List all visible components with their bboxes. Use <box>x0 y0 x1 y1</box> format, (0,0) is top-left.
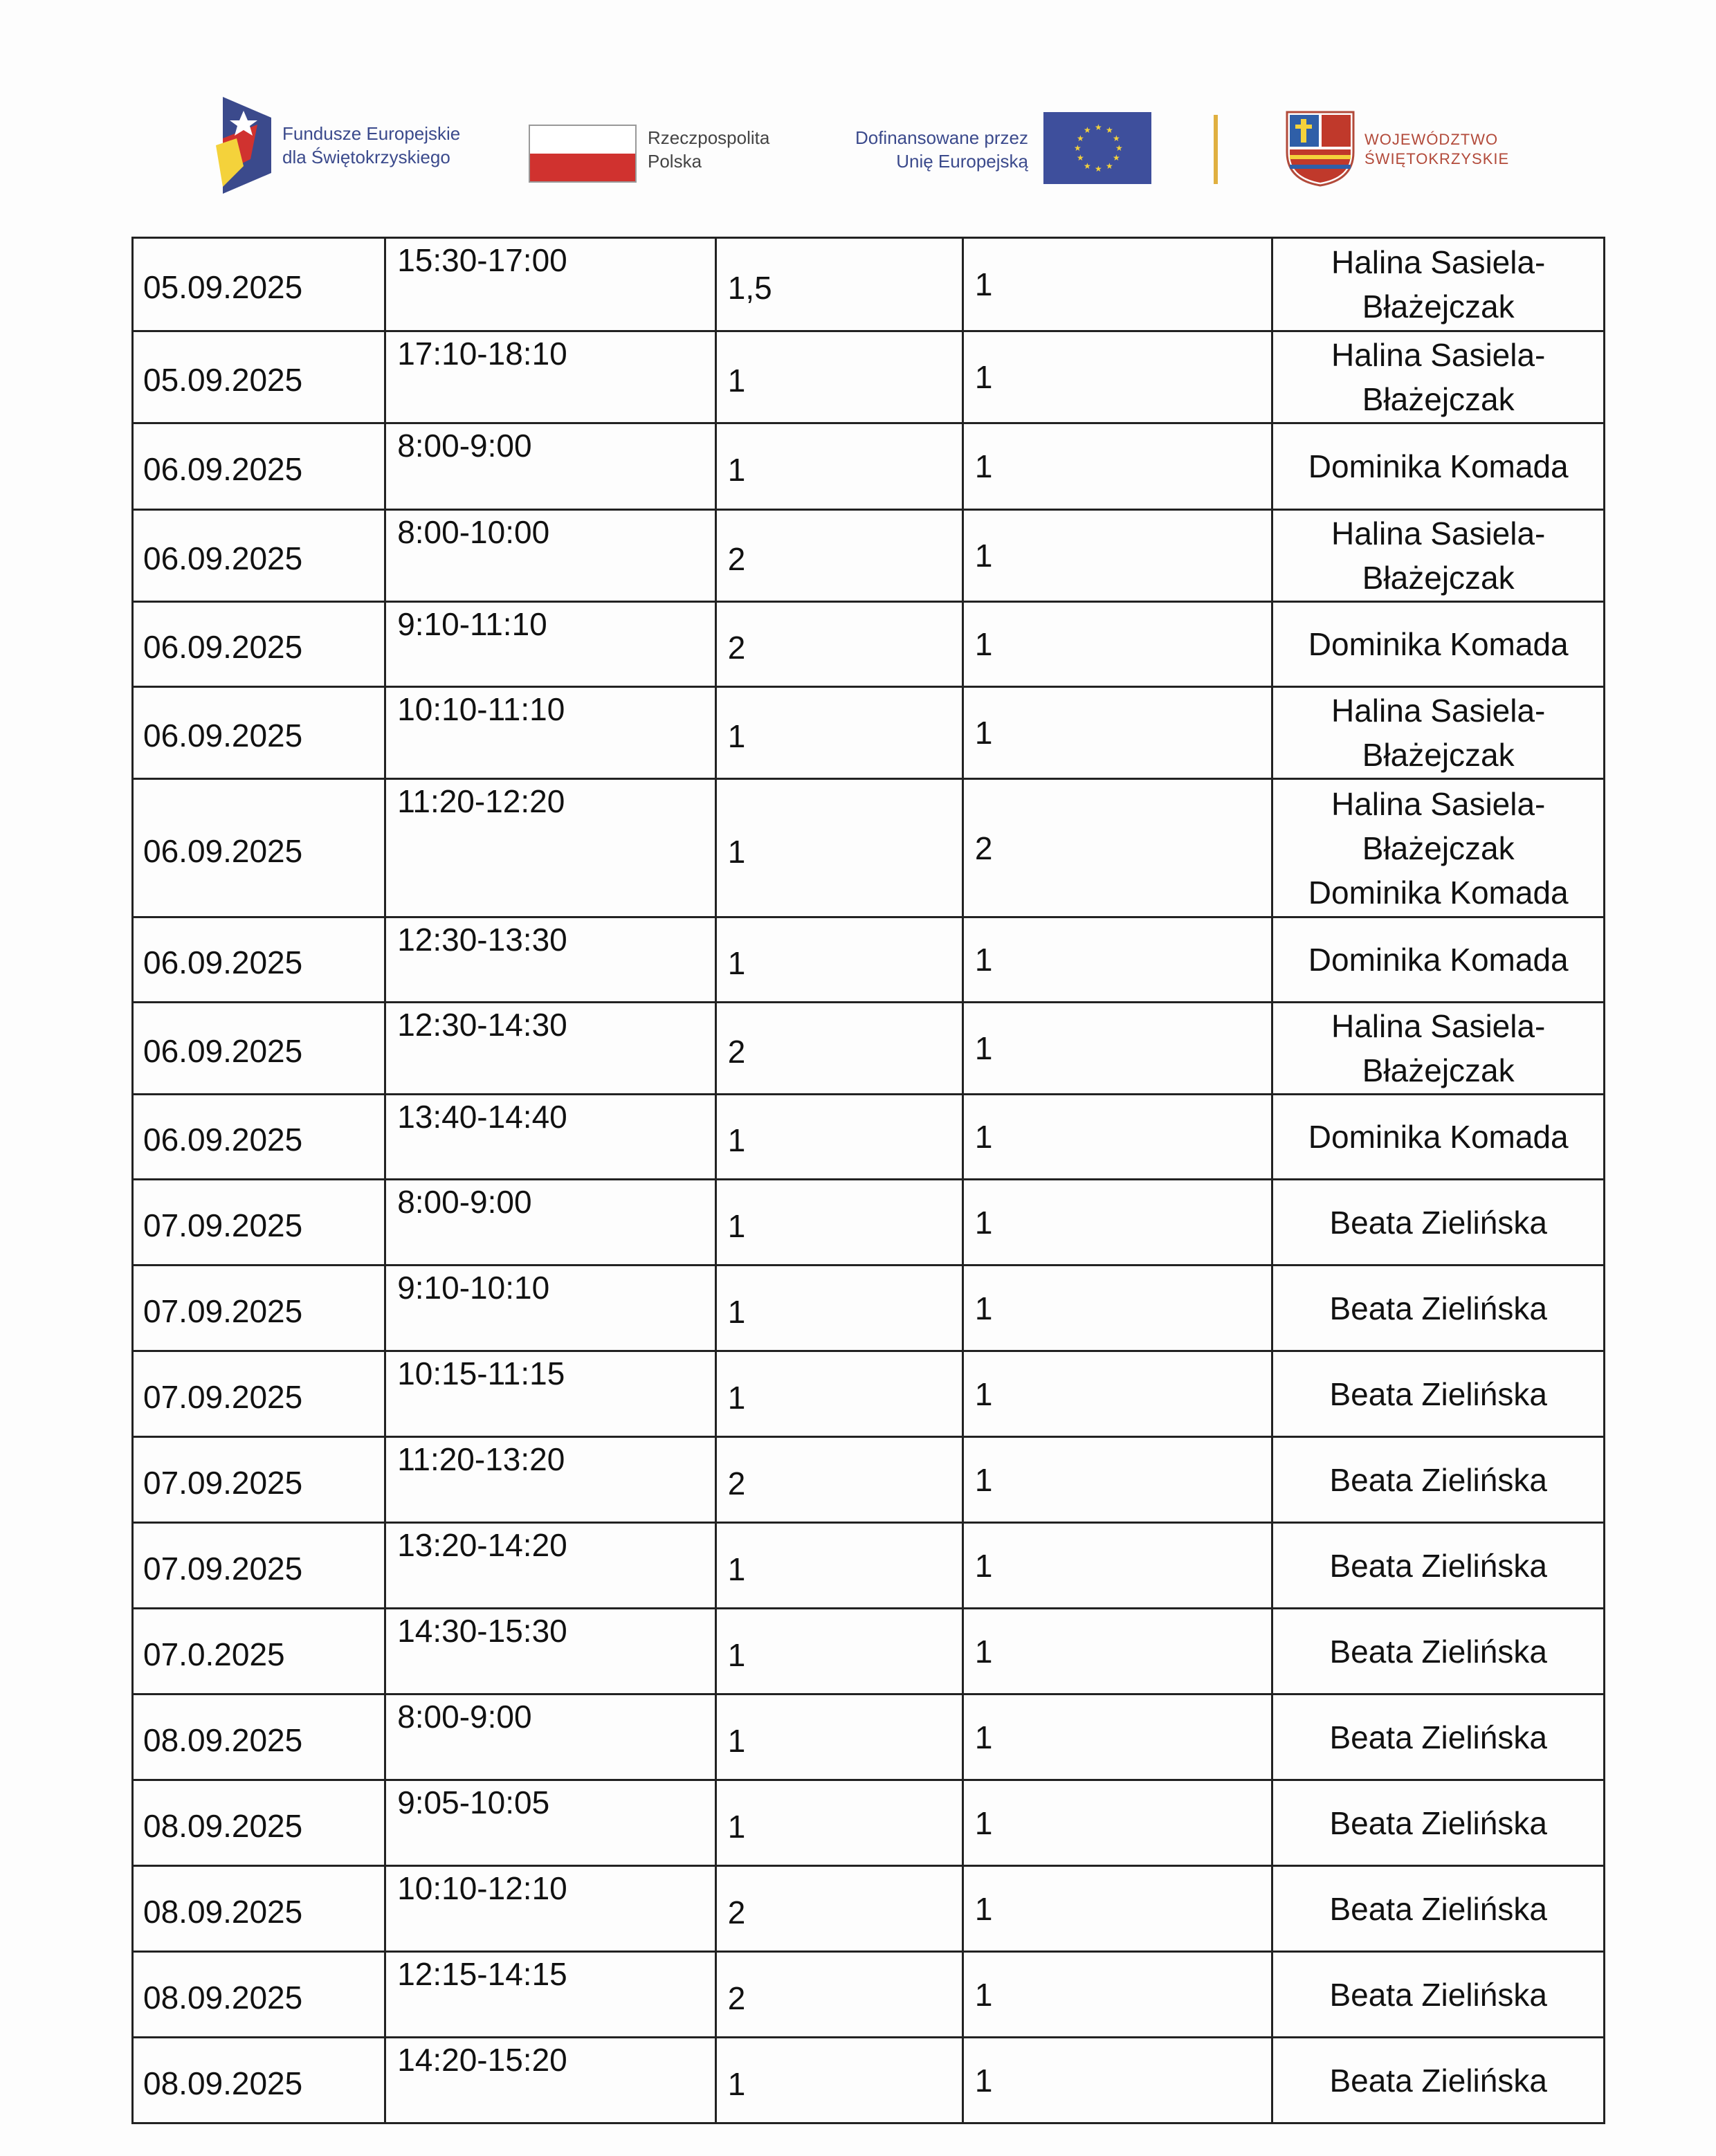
table-row <box>133 917 1605 1003</box>
date-cell <box>133 602 385 687</box>
count-text: 1 <box>974 1890 993 1927</box>
svg-text:★: ★ <box>1095 122 1102 132</box>
date-cell <box>133 1095 385 1180</box>
table-row <box>133 1609 1605 1694</box>
count-text: 1 <box>974 359 993 395</box>
coat-of-arms-icon <box>1286 111 1355 187</box>
hours-cell <box>715 1866 962 1952</box>
hours-cell <box>715 238 962 331</box>
count-text: 1 <box>974 538 993 574</box>
count-cell <box>962 238 1272 331</box>
instructor-name: Dominika Komada <box>1308 448 1569 484</box>
instructor-name: Beata Zielińska <box>1329 1376 1547 1412</box>
table-row <box>133 779 1605 917</box>
hours-text: 1 <box>727 1808 746 1845</box>
date-text: 08.09.2025 <box>143 1807 303 1844</box>
table-row <box>133 1952 1605 2038</box>
count-cell <box>962 1694 1272 1780</box>
count-text: 1 <box>974 448 993 484</box>
date-text: 06.09.2025 <box>143 718 303 753</box>
instructor-name: Błażejczak <box>1362 289 1515 325</box>
count-text: 1 <box>974 1547 993 1584</box>
time-range-text: 8:00-9:00 <box>397 1699 532 1735</box>
count-text: 1 <box>974 1204 993 1241</box>
date-text: 06.09.2025 <box>143 1033 303 1069</box>
table-row <box>133 1437 1605 1523</box>
count-text: 1 <box>974 942 993 978</box>
time-cell <box>385 1866 716 1952</box>
count-text: 1 <box>974 1119 993 1155</box>
table-row <box>133 238 1605 331</box>
table-row <box>133 687 1605 779</box>
date-text: 07.09.2025 <box>143 1550 303 1587</box>
instructor-cell <box>1272 1095 1605 1180</box>
instructor-cell <box>1272 1780 1605 1866</box>
instructor-cell <box>1272 1351 1605 1437</box>
instructor-name: Dominika Komada <box>1308 874 1569 911</box>
instructor-cell <box>1272 510 1605 602</box>
instructor-cell <box>1272 1694 1605 1780</box>
instructor-name: Beata Zielińska <box>1329 1976 1547 2013</box>
time-cell <box>385 1003 716 1095</box>
instructor-cell <box>1272 1523 1605 1609</box>
rp-logo-text: Rzeczpospolita Polska <box>648 127 770 172</box>
table-row <box>133 1266 1605 1351</box>
instructor-cell <box>1272 238 1605 331</box>
date-text: 06.09.2025 <box>143 629 303 665</box>
date-text: 06.09.2025 <box>143 451 303 487</box>
rp-logo <box>529 122 805 184</box>
count-cell <box>962 1266 1272 1351</box>
fe-logo-text: Fundusze Europejskie dla Świętokrzyskiego <box>282 123 461 167</box>
count-cell <box>962 1952 1272 2038</box>
count-text: 1 <box>974 1290 993 1326</box>
svg-text:★: ★ <box>1084 161 1091 171</box>
hours-cell <box>715 687 962 779</box>
date-text: 08.09.2025 <box>143 1979 303 2016</box>
instructor-name: Beata Zielińska <box>1329 1547 1547 1584</box>
hours-text: 1 <box>727 363 746 399</box>
time-range-text: 10:15-11:15 <box>397 1355 565 1391</box>
instructor-cell <box>1272 1180 1605 1266</box>
hours-text: 1 <box>727 452 746 488</box>
table-row <box>133 1095 1605 1180</box>
table-row <box>133 1523 1605 1609</box>
hours-cell <box>715 331 962 423</box>
svg-text:★: ★ <box>1113 134 1120 143</box>
hours-cell <box>715 423 962 510</box>
table-row <box>133 1180 1605 1266</box>
date-cell <box>133 1694 385 1780</box>
instructor-cell <box>1272 1609 1605 1694</box>
instructor-name: Dominika Komada <box>1308 1119 1569 1155</box>
instructor-name: Halina Sasiela- <box>1331 337 1546 373</box>
date-cell <box>133 1952 385 2038</box>
count-cell <box>962 1095 1272 1180</box>
time-cell <box>385 1266 716 1351</box>
date-cell <box>133 1003 385 1095</box>
time-range-text: 14:20-15:20 <box>397 2042 567 2078</box>
time-range-text: 12:15-14:15 <box>397 1956 567 1992</box>
hours-text: 1 <box>727 1122 746 1158</box>
hours-cell <box>715 1351 962 1437</box>
instructor-name: Błażejczak <box>1362 1052 1515 1088</box>
instructor-name: Beata Zielińska <box>1329 2062 1547 2099</box>
instructor-name: Beata Zielińska <box>1329 1633 1547 1670</box>
hours-text: 1 <box>727 945 746 981</box>
hours-text: 2 <box>727 541 746 577</box>
instructor-cell <box>1272 1266 1605 1351</box>
time-cell <box>385 1609 716 1694</box>
hours-text: 1 <box>727 1207 746 1244</box>
instructor-cell <box>1272 602 1605 687</box>
hours-cell <box>715 1694 962 1780</box>
time-cell <box>385 602 716 687</box>
hours-text: 2 <box>727 1034 746 1070</box>
count-cell <box>962 1609 1272 1694</box>
count-text: 1 <box>974 1376 993 1412</box>
date-cell <box>133 510 385 602</box>
count-text: 1 <box>974 2062 993 2099</box>
instructor-name: Halina Sasiela- <box>1331 515 1546 551</box>
hours-cell <box>715 1095 962 1180</box>
instructor-cell <box>1272 779 1605 917</box>
date-cell <box>133 1351 385 1437</box>
count-cell <box>962 331 1272 423</box>
instructor-name: Błażejczak <box>1362 830 1515 866</box>
date-text: 07.09.2025 <box>143 1378 303 1415</box>
count-cell <box>962 1866 1272 1952</box>
svg-text:★: ★ <box>1115 143 1123 153</box>
hours-cell <box>715 2038 962 2123</box>
instructor-name: Halina Sasiela- <box>1331 1008 1546 1044</box>
time-range-text: 12:30-13:30 <box>397 922 567 958</box>
count-text: 1 <box>974 1461 993 1498</box>
svg-text:★: ★ <box>1074 143 1081 153</box>
instructor-cell <box>1272 1003 1605 1095</box>
date-text: 06.09.2025 <box>143 540 303 576</box>
svg-text:★: ★ <box>1084 125 1091 135</box>
time-range-text: 9:10-11:10 <box>397 606 547 642</box>
hours-text: 1 <box>727 1551 746 1587</box>
time-cell <box>385 1523 716 1609</box>
date-text: 07.09.2025 <box>143 1207 303 1243</box>
hours-text: 2 <box>727 1465 746 1501</box>
count-cell <box>962 687 1272 779</box>
instructor-cell <box>1272 1866 1605 1952</box>
svg-text:★: ★ <box>1113 153 1120 163</box>
instructor-name: Beata Zielińska <box>1329 1719 1547 1755</box>
time-cell <box>385 510 716 602</box>
date-cell <box>133 238 385 331</box>
time-cell <box>385 1180 716 1266</box>
instructor-name: Beata Zielińska <box>1329 1204 1547 1241</box>
date-cell <box>133 1180 385 1266</box>
time-cell <box>385 1780 716 1866</box>
time-range-text: 14:30-15:30 <box>397 1613 567 1649</box>
time-range-text: 15:30-17:00 <box>397 242 567 278</box>
date-text: 05.09.2025 <box>143 269 303 305</box>
time-range-text: 11:20-13:20 <box>397 1441 565 1477</box>
count-cell <box>962 510 1272 602</box>
instructor-cell <box>1272 331 1605 423</box>
swietokrzyskie-logo-text: WOJEWÓDZTWO ŚWIĘTOKRZYSKIE <box>1364 131 1510 167</box>
count-cell <box>962 1180 1272 1266</box>
count-text: 1 <box>974 626 993 662</box>
date-text: 06.09.2025 <box>143 832 303 869</box>
schedule-table <box>131 237 1605 2124</box>
hours-cell <box>715 1780 962 1866</box>
date-cell <box>133 331 385 423</box>
eu-flag-icon <box>1043 112 1151 184</box>
date-cell <box>133 1780 385 1866</box>
instructor-name: Beata Zielińska <box>1329 1290 1547 1326</box>
hours-text: 1 <box>727 833 746 870</box>
date-text: 07.09.2025 <box>143 1292 303 1329</box>
date-text: 05.09.2025 <box>143 362 303 398</box>
instructor-cell <box>1272 1437 1605 1523</box>
table-row <box>133 1694 1605 1780</box>
time-range-text: 8:00-9:00 <box>397 1184 532 1220</box>
table-row <box>133 1780 1605 1866</box>
hours-cell <box>715 602 962 687</box>
date-cell <box>133 2038 385 2123</box>
instructor-cell <box>1272 2038 1605 2123</box>
svg-text:★: ★ <box>1095 164 1102 174</box>
count-cell <box>962 779 1272 917</box>
instructor-cell <box>1272 423 1605 510</box>
schedule-body <box>133 238 1605 2123</box>
hours-text: 1 <box>727 718 746 754</box>
swietokrzyskie-logo <box>1286 111 1521 187</box>
hours-cell <box>715 1180 962 1266</box>
table-row <box>133 510 1605 602</box>
date-text: 06.09.2025 <box>143 1122 303 1158</box>
hours-cell <box>715 1952 962 2038</box>
logo-divider <box>1214 115 1218 184</box>
count-cell <box>962 2038 1272 2123</box>
time-cell <box>385 917 716 1003</box>
count-text: 1 <box>974 1719 993 1755</box>
time-cell <box>385 1351 716 1437</box>
date-cell <box>133 917 385 1003</box>
hours-text: 1 <box>727 1722 746 1759</box>
count-cell <box>962 1437 1272 1523</box>
date-cell <box>133 1523 385 1609</box>
date-cell <box>133 1437 385 1523</box>
date-text: 08.09.2025 <box>143 1721 303 1758</box>
count-cell <box>962 1003 1272 1095</box>
instructor-name: Błażejczak <box>1362 737 1515 773</box>
time-cell <box>385 423 716 510</box>
time-range-text: 10:10-11:10 <box>397 691 565 727</box>
hours-cell <box>715 1003 962 1095</box>
svg-text:★: ★ <box>1077 134 1084 143</box>
time-range-text: 9:05-10:05 <box>397 1784 550 1820</box>
svg-text:★: ★ <box>1106 125 1113 135</box>
svg-text:★: ★ <box>1077 153 1084 163</box>
instructor-name: Halina Sasiela- <box>1331 785 1546 822</box>
table-row <box>133 2038 1605 2123</box>
instructor-name: Halina Sasiela- <box>1331 244 1546 280</box>
count-text: 2 <box>974 830 993 866</box>
time-range-text: 13:20-14:20 <box>397 1527 567 1563</box>
table-row <box>133 1003 1605 1095</box>
count-text: 1 <box>974 715 993 751</box>
date-cell <box>133 779 385 917</box>
hours-text: 2 <box>727 1980 746 2016</box>
count-text: 1 <box>974 1030 993 1066</box>
time-cell <box>385 1952 716 2038</box>
hours-cell <box>715 1266 962 1351</box>
count-cell <box>962 423 1272 510</box>
count-cell <box>962 602 1272 687</box>
table-row <box>133 1866 1605 1952</box>
instructor-cell <box>1272 917 1605 1003</box>
hours-cell <box>715 1437 962 1523</box>
hours-cell <box>715 917 962 1003</box>
count-text: 1 <box>974 266 993 302</box>
time-range-text: 9:10-10:10 <box>397 1270 550 1306</box>
instructor-name: Błażejczak <box>1362 381 1515 417</box>
date-text: 08.09.2025 <box>143 2065 303 2101</box>
table-row <box>133 602 1605 687</box>
table-row <box>133 331 1605 423</box>
date-text: 07.0.2025 <box>143 1636 285 1672</box>
date-cell <box>133 423 385 510</box>
instructor-name: Dominika Komada <box>1308 942 1569 978</box>
time-range-text: 10:10-12:10 <box>397 1870 567 1906</box>
time-cell <box>385 779 716 917</box>
count-cell <box>962 1780 1272 1866</box>
hours-cell <box>715 510 962 602</box>
hours-text: 1 <box>727 1379 746 1416</box>
date-text: 08.09.2025 <box>143 1893 303 1930</box>
date-text: 06.09.2025 <box>143 944 303 980</box>
instructor-name: Beata Zielińska <box>1329 1890 1547 1927</box>
time-cell <box>385 687 716 779</box>
date-cell <box>133 1609 385 1694</box>
eu-logo <box>828 112 1160 188</box>
hours-text: 1 <box>727 2065 746 2102</box>
time-cell <box>385 1694 716 1780</box>
time-range-text: 12:30-14:30 <box>397 1007 567 1043</box>
time-range-text: 11:20-12:20 <box>397 783 565 819</box>
count-cell <box>962 1523 1272 1609</box>
time-cell <box>385 238 716 331</box>
count-text: 1 <box>974 1976 993 2013</box>
hours-text: 2 <box>727 1894 746 1930</box>
time-cell <box>385 1095 716 1180</box>
instructor-cell <box>1272 687 1605 779</box>
count-cell <box>962 1351 1272 1437</box>
hours-text: 1 <box>727 1636 746 1673</box>
time-range-text: 8:00-10:00 <box>397 514 550 550</box>
time-cell <box>385 331 716 423</box>
time-range-text: 17:10-18:10 <box>397 336 567 372</box>
svg-text:★: ★ <box>1106 161 1113 171</box>
hours-cell <box>715 1609 962 1694</box>
fe-logo <box>216 97 506 194</box>
instructor-name: Beata Zielińska <box>1329 1805 1547 1841</box>
date-cell <box>133 1266 385 1351</box>
table-row <box>133 1351 1605 1437</box>
eu-logo-text: Dofinansowane przez Unię Europejską <box>855 127 1028 172</box>
polish-flag-icon <box>529 125 637 183</box>
time-range-text: 13:40-14:40 <box>397 1099 567 1135</box>
date-cell <box>133 687 385 779</box>
hours-cell <box>715 1523 962 1609</box>
hours-text: 1 <box>727 1293 746 1330</box>
instructor-cell <box>1272 1952 1605 2038</box>
table-row <box>133 423 1605 510</box>
count-text: 1 <box>974 1805 993 1841</box>
instructor-name: Dominika Komada <box>1308 626 1569 662</box>
instructor-name: Błażejczak <box>1362 560 1515 596</box>
instructor-name: Beata Zielińska <box>1329 1461 1547 1498</box>
date-cell <box>133 1866 385 1952</box>
count-cell <box>962 917 1272 1003</box>
hours-text: 1,5 <box>727 270 772 306</box>
time-range-text: 8:00-9:00 <box>397 428 532 464</box>
hours-cell <box>715 779 962 917</box>
fe-star-icon <box>216 97 271 194</box>
count-text: 1 <box>974 1633 993 1670</box>
time-cell <box>385 2038 716 2123</box>
date-text: 07.09.2025 <box>143 1464 303 1501</box>
logo-strip <box>0 0 1716 208</box>
instructor-name: Halina Sasiela- <box>1331 693 1546 729</box>
hours-text: 2 <box>727 630 746 666</box>
time-cell <box>385 1437 716 1523</box>
